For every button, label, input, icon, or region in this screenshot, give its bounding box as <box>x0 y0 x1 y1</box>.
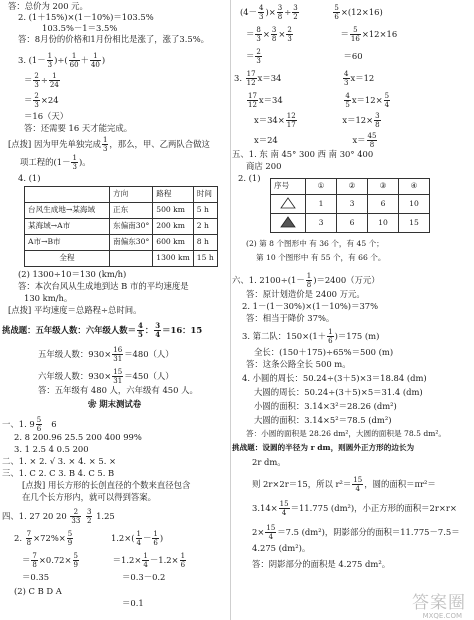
equation-line: 五年级人数：930× $\frac{16}{31}$ ＝480（人） <box>38 346 174 363</box>
answer-line: 五、1. 东 南 45° 300 西 南 30° 400 <box>232 149 374 159</box>
hint-line: 项工程的(1－ $\frac{1}{3}$ )。 <box>20 154 91 171</box>
answer-line: 答：原计划造价是 2400 万元。 <box>246 289 365 299</box>
table-cell: 6 <box>337 214 368 233</box>
answer-line: 答：小圆的面积是 28.26 dm²，大圆的面积是 78.5 dm²。 <box>246 429 447 438</box>
answer-line: 答：总价为 200 元。 <box>8 1 88 11</box>
hint-line: [点拨] 因为甲先单独完成 $\frac{1}{3}$ ，那么，甲、乙两队合做这 <box>8 136 210 153</box>
table-cell: 某海域→A市 <box>25 219 110 235</box>
answer-line: 2. 8 200.96 25.5 200 400 99% <box>14 432 142 442</box>
table-cell: 500 km <box>153 203 194 219</box>
equation-line: ＝ $\frac{8}{3}$ × $\frac{3}{8}$ × $\frac{2}{3}$ ＝ $\frac{5}{16}$ ×12×16 <box>246 26 398 43</box>
equation-line: 则 2r×2r＝15，所以 r²＝ $\frac{15}{4}$ ，圆的面积＝πr²＝ <box>252 476 436 493</box>
challenge-line: 挑战题：五年级人数：六年级人数＝ $\frac{4}{5}$ ： $\frac{3}{4}$ ＝16：15 <box>2 321 203 339</box>
equation-line: (4－ $\frac{4}{3}$ )× $\frac{3}{8}$ ÷ $\frac{3}{2}$ $\frac{5}{6}$ ×(12×16) <box>240 4 383 21</box>
equation-line: 3.14× $\frac{15}{4}$ ＝11.775 (dm²)，小正方形的面积＝2r×r× <box>252 500 457 517</box>
equation-line: ＝0.3－0.2 <box>122 572 166 582</box>
equation-line: 4.275 (dm²)。 <box>252 543 311 553</box>
white-triangle-icon <box>280 197 296 209</box>
table-cell: 1 <box>306 195 337 214</box>
answer-line: (2) C B D A <box>14 586 62 596</box>
table-cell: 10 <box>399 195 430 214</box>
table-cell: 序号 <box>271 179 306 195</box>
hint-line: [点拨] 用长方形的长创直径的个数来直径包含 <box>22 480 191 490</box>
equation-line: 2. 1－(1－30%)×(1－10%)＝37% <box>242 301 379 311</box>
equation-line: (2) 1300÷10＝130 (km/h) <box>18 269 127 279</box>
table-row <box>25 203 218 219</box>
answer-line: 答：阴影部分的面积是 4.275 dm²。 <box>252 559 391 569</box>
left-column <box>0 0 230 620</box>
answer-line: 130 km/h。 <box>24 293 73 303</box>
table-cell: 东偏南30° <box>110 219 153 235</box>
table-cell: 1300 km <box>153 251 194 267</box>
table-cell <box>271 195 306 214</box>
equation-line: 大圆的周长：50.24÷(3＋5)×5＝31.4 (dm) <box>254 387 423 397</box>
table-cell <box>271 214 306 233</box>
table-cell: 5 h <box>193 203 217 219</box>
table-cell: A市→B市 <box>25 235 110 251</box>
table-cell: 时间 <box>193 187 217 203</box>
answer-line: 答：五年级有 480 人，六年级有 450 人。 <box>38 385 198 395</box>
hint-line: [点拨] 平均速度＝总路程÷总时间。 <box>8 305 142 315</box>
table-row <box>271 195 430 214</box>
table-cell: 3 <box>337 195 368 214</box>
equation-line: 2. (1＋15%)×(1－10%)＝103.5% <box>18 12 154 22</box>
equation-line: ＝16（天） <box>24 111 69 121</box>
equation-line: 2× $\frac{15}{4}$ ＝7.5 (dm²)，阴影部分的面积＝11.775－7.5＝ <box>252 524 460 541</box>
equation-line: 大圆的面积：3.14×5²＝78.5 (dm²) <box>254 415 392 425</box>
answer-line: 商店 200 <box>246 161 282 171</box>
table-cell <box>25 187 110 203</box>
answer-line: 答：8月份的价格和1月份相比是涨了，涨了3.5%。 <box>18 34 210 44</box>
answer-line: (2) 第 8 个图形中 有 36 个，有 45 个； <box>246 239 384 248</box>
section-title: ❀ 期末测试卷 <box>88 399 142 409</box>
shape-table <box>270 178 430 233</box>
table-cell: ② <box>337 179 368 195</box>
table-cell: 方向 <box>110 187 153 203</box>
table-cell: 15 <box>399 214 430 233</box>
equation-line: 103.5%－1＝3.5% <box>42 23 118 33</box>
equation-line: 六、1. 2100÷(1－ $\frac{1}{8}$ )＝2400（万元） <box>232 272 380 289</box>
equation-line: x＝24 x＝ $\frac{45}{8}$ <box>254 132 377 149</box>
equation-line: 六年级人数：930× $\frac{15}{31}$ ＝450（人） <box>38 368 174 385</box>
answer-line: 答：这条公路全长 500 m。 <box>246 359 351 369</box>
table-cell: 3 <box>306 214 337 233</box>
answer-line: 3. 1 2.5 4 0.5 200 <box>14 444 89 454</box>
answer-line: 一、1. 9 $\frac{5}{6}$ 6 <box>2 416 57 433</box>
table-cell: 8 h <box>193 235 217 251</box>
question-number: 2. (1) <box>238 173 261 183</box>
table-cell: 200 km <box>153 219 194 235</box>
table-cell: 台风生成地→某海域 <box>25 203 110 219</box>
answer-line: 答：还需要 16 天才能完成。 <box>24 123 133 133</box>
table-cell: 6 <box>368 195 399 214</box>
right-column <box>232 0 474 620</box>
equation-line: 小圆的面积：3.14×3²＝28.26 (dm²) <box>254 401 397 411</box>
equation-line: 4. 小圆的周长：50.24÷(3＋5)×3＝18.84 (dm) <box>242 373 427 383</box>
column-divider <box>230 0 231 620</box>
table-cell: ① <box>306 179 337 195</box>
equation-line: ＝ $\frac{7}{8}$ ×0.72× $\frac{5}{9}$ ＝1.2× $\frac{1}{4}$ －1.2× $\frac{1}{6}$ <box>22 552 186 569</box>
table-row <box>25 219 218 235</box>
gray-triangle-icon <box>280 216 296 228</box>
equation-line: 3. 第二队：150×(1＋ $\frac{1}{6}$ )＝175 (m) <box>242 328 380 345</box>
watermark-url: MXQE.COM <box>422 611 462 620</box>
answer-line: 三、1. C 2. C 3. B 4. C 5. B <box>2 468 115 478</box>
equation-line: 全长：(150＋175)÷65%＝500 (m) <box>254 347 394 357</box>
equation-line: ＝0.35 <box>22 572 50 582</box>
answer-line: 第 10 个图形中 有 55 个，有 66 个。 <box>256 253 386 262</box>
equation-line: ＝ $\frac{2}{3}$ ÷ $\frac{1}{24}$ <box>24 72 59 89</box>
answer-line: 二、1. × 2. √ 3. × 4. × 5. × <box>2 456 117 466</box>
table-header-row <box>25 187 218 203</box>
table-cell: 15 h <box>193 251 217 267</box>
typhoon-table <box>24 186 218 267</box>
equation-line: 3. $\frac{17}{12}$ x＝34 $\frac{4}{3}$ x＝12 <box>234 70 375 87</box>
fraction: $\frac{1}{3}$ <box>47 52 53 69</box>
table-cell: 2 h <box>193 219 217 235</box>
table-row <box>25 251 218 267</box>
table-cell: 南偏东30° <box>110 235 153 251</box>
challenge-line: 挑战题：设圆的半径为 r dm，则圆外正方形的边长为 <box>232 443 415 452</box>
equation-line: x＝34× $\frac{12}{17}$ x＝12× $\frac{3}{8}$ <box>254 112 380 129</box>
answer-line: 答：本次台风从生成地到达 B 市的平均速度是 <box>18 281 189 291</box>
equation-line: $\frac{17}{12}$ x＝34 $\frac{4}{5}$ x＝12× $\frac{5}{4}$ <box>248 92 390 109</box>
table-cell: 600 km <box>153 235 194 251</box>
table-row <box>271 214 430 233</box>
table-row <box>25 235 218 251</box>
hint-line: 在几个长方形内，就可以得到答案。 <box>22 492 156 502</box>
answer-line: 答：相当于降价 37%。 <box>246 313 335 323</box>
table-cell: ④ <box>399 179 430 195</box>
equation-line: 3. (1－ $\frac{1}{3}$ )÷( $\frac{1}{60}$ ＋ $\frac{1}{40}$ ) <box>18 52 106 69</box>
equation-line: ＝ $\frac{2}{3}$ ×24 <box>24 92 59 109</box>
equation-line: 2. $\frac{7}{8}$ ×72%× $\frac{5}{9}$ 1.2×( $\frac{1}{4}$ － $\frac{1}{6}$ ) <box>14 530 164 547</box>
table-cell: 全程 <box>25 251 110 267</box>
question-number: 4. (1) <box>18 173 41 183</box>
equation-line: ＝ $\frac{2}{3}$ ＝60 <box>246 48 363 65</box>
answer-line: 2r dm。 <box>252 457 286 467</box>
table-cell: 路程 <box>153 187 194 203</box>
table-cell: 正东 <box>110 203 153 219</box>
equation-line: ＝0.1 <box>122 598 144 608</box>
table-cell: 10 <box>368 214 399 233</box>
watermark-logo: 答案圈 <box>412 593 466 614</box>
table-cell <box>110 251 153 267</box>
table-header-row <box>271 179 430 195</box>
answer-line: 四、1. 27 20 20 $\frac{2}{33}$ $\frac{3}{2}$ 1.25 <box>2 508 115 525</box>
table-cell: ③ <box>368 179 399 195</box>
paw-icon: ❀ <box>88 399 97 409</box>
